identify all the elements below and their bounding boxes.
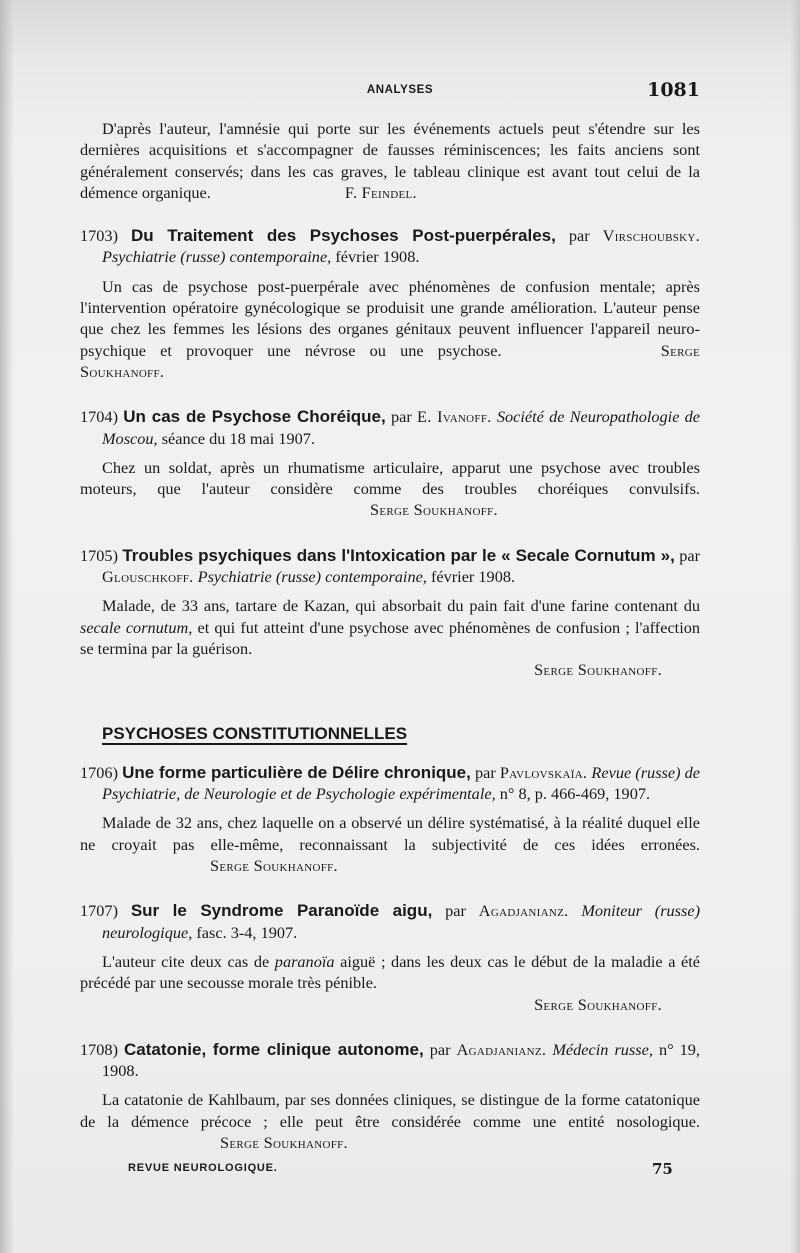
entry-heading bbox=[80, 225, 700, 268]
entry-source: Société de Neuropathologie de Moscou, bbox=[102, 407, 701, 448]
entry-author: Virschoubsky. bbox=[602, 226, 700, 246]
entry-signature: Serge Soukhanoff. bbox=[534, 994, 662, 1014]
entry-source: Psychiatrie (russe) contemporaine, bbox=[102, 247, 332, 267]
entry-1703 bbox=[80, 225, 700, 382]
entry-author: Agadjanianz. bbox=[456, 1039, 547, 1059]
entry-heading bbox=[80, 900, 700, 943]
entry-body-italic: secale cornutum, bbox=[80, 617, 193, 637]
entry-source: Moniteur (russe) neurologique, bbox=[102, 901, 700, 942]
entry-author: Agadjanianz. bbox=[478, 901, 569, 921]
entry-body-italic: paranoïa bbox=[274, 951, 335, 971]
entry-date: n° 8, p. 466-469, 1907. bbox=[499, 784, 651, 804]
entry-date: fasc. 3-4, 1907. bbox=[196, 922, 298, 942]
intro-text: D'après l'auteur, l'amnésie qui porte sur les événements actuels peut s'étendre sur les dernières acquisitions et s'accompagner de fausses réminiscences; les faits anciens sont généralement conservés; dans les cas graves, le tableau clinique est avant tout celui de la démence organique. bbox=[80, 119, 700, 202]
page-body bbox=[80, 118, 700, 1153]
entry-date: février 1908. bbox=[430, 567, 516, 587]
entry-signature: Serge Soukhanoff. bbox=[220, 1132, 348, 1152]
entry-source: Médecin russe, bbox=[552, 1039, 653, 1059]
entry-body-end: et qui fut atteint d'une psychose avec phénomènes de confusion ; l'affection se termina par la guérison. bbox=[80, 617, 701, 658]
entry-body-text: Chez un soldat, après un rhumatisme articulaire, apparut une psychose avec troubles moteurs, que l'auteur considère comme des troubles choréiques convulsifs. bbox=[80, 457, 700, 499]
entry-date: séance du 18 mai 1907. bbox=[161, 428, 315, 448]
entry-source: Revue (russe) de Psychiatrie, de Neurologie et de Psychologie expérimentale, bbox=[102, 762, 700, 804]
entry-signature: Serge Soukhanoff. bbox=[370, 500, 498, 520]
entry-body bbox=[80, 595, 700, 659]
entry-signature: Serge Soukhanoff. bbox=[534, 660, 662, 680]
entry-body bbox=[80, 276, 700, 382]
entry-title: Catatonie, forme clinique autonome, bbox=[124, 1039, 424, 1059]
entry-source: Psychiatrie (russe) contemporaine, bbox=[197, 567, 427, 587]
entry-title: Sur le Syndrome Paranoïde aigu, bbox=[130, 901, 433, 921]
entry-body-text: Malade de 32 ans, chez laquelle on a observé un délire systématisé, à la réalité duquel elle ne croyait pas elle-même, reconnaissant la subjectivité de ces idées erronées. bbox=[80, 813, 700, 854]
entry-1708 bbox=[80, 1039, 700, 1153]
entry-heading bbox=[80, 762, 700, 805]
entry-body-start: Malade, de 33 ans, tartare de Kazan, qui absorbait du pain fait d'une farine contenant du bbox=[102, 596, 700, 616]
entry-by: par bbox=[429, 1039, 451, 1059]
footer-journal: REVUE NEUROLOGIQUE. bbox=[128, 1162, 278, 1174]
entry-by: par bbox=[474, 762, 496, 782]
entry-number: 1703) bbox=[80, 226, 118, 246]
entry-author: Pavlovskaïa. bbox=[499, 762, 588, 782]
entry-signature: Serge Soukhanoff. bbox=[80, 340, 700, 381]
running-title: ANALYSES bbox=[366, 84, 434, 96]
intro-signature: F. Feindel. bbox=[344, 182, 417, 202]
entry-title: Du Traitement des Psychoses Post-puerpérales, bbox=[130, 226, 556, 246]
entry-body-end: aiguë ; dans les deux cas le début de la maladie a été précédé par une secousse morale très pénible. bbox=[80, 951, 701, 993]
entry-by: par bbox=[445, 901, 466, 921]
entry-number: 1705) bbox=[80, 545, 118, 565]
entry-author: E. Ivanoff. bbox=[417, 407, 492, 427]
entry-1706 bbox=[80, 762, 700, 876]
entry-body bbox=[80, 812, 700, 876]
page-number: 1081 bbox=[647, 79, 700, 101]
entry-by: par bbox=[568, 226, 590, 246]
entry-body-text: La catatonie de Kahlbaum, par ses données cliniques, se distingue de la forme catatonique de la démence précoce ; elle peut être considérée comme une entité nosologique. bbox=[80, 1090, 700, 1131]
entry-author: Glouschkoff. bbox=[102, 567, 194, 587]
section-heading: PSYCHOSES CONSTITUTIONNELLES bbox=[102, 723, 408, 743]
entry-body bbox=[80, 1089, 700, 1153]
entry-signature: Serge Soukhanoff. bbox=[210, 856, 338, 876]
footer-signature-mark: 75 bbox=[652, 1160, 673, 1178]
entry-title: Un cas de Psychose Choréique, bbox=[123, 407, 386, 427]
entry-title: Troubles psychiques dans l'Intoxication par le « Secale Cornutum », bbox=[122, 545, 675, 565]
entry-1705 bbox=[80, 545, 700, 681]
entry-heading bbox=[80, 545, 700, 588]
entry-heading bbox=[80, 1039, 700, 1082]
entry-1707 bbox=[80, 900, 700, 1014]
entry-heading bbox=[80, 406, 700, 449]
entry-body bbox=[80, 951, 700, 994]
entry-date: n° 19, 1908. bbox=[102, 1039, 700, 1081]
entry-number: 1708) bbox=[80, 1039, 118, 1059]
entry-number: 1704) bbox=[80, 407, 118, 427]
entry-number: 1706) bbox=[80, 762, 118, 782]
entry-body-start: L'auteur cite deux cas de bbox=[102, 951, 270, 971]
entry-body bbox=[80, 457, 700, 521]
entry-by: par bbox=[390, 407, 412, 427]
entry-date: février 1908. bbox=[335, 247, 420, 267]
entry-1704 bbox=[80, 406, 700, 520]
entry-number: 1707) bbox=[80, 901, 118, 921]
entry-title: Une forme particulière de Délire chronique, bbox=[122, 762, 471, 782]
entry-body-text: Un cas de psychose post-puerpérale avec phénomènes de confusion mentale; après l'intervention opératoire gynécologique se produisit une grande amélioration. L'auteur pense que chez les femmes les lésions des organes génitaux peuvent influencer l'appareil neuro-psychique et provoquer une névrose ou une psychose. bbox=[80, 276, 700, 360]
entry-by: par bbox=[679, 545, 700, 565]
intro-paragraph bbox=[80, 118, 700, 203]
